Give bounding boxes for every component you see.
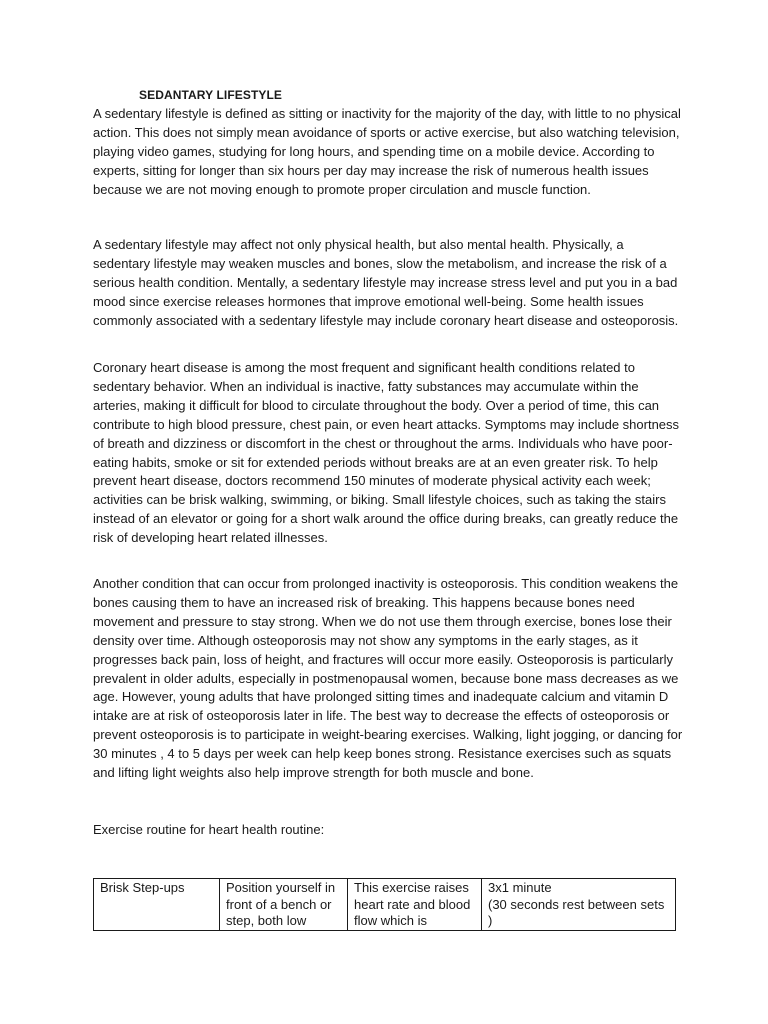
document-title: SEDANTARY LIFESTYLE <box>139 88 283 102</box>
paragraph-heart-disease: Coronary heart disease is among the most frequent and significant health conditions related to sedentary behavior. When an individual is inactive, fatty substances may accumulate within the arteries, making it difficult for blood to circulate throughout the body. Over a period of time, this can contribute to high blood pressure, chest pain, or even heart attacks. Symptoms may include shortness of breath and dizziness or discomfort in the chest or throughout the arms. Individuals who have poor-eating habits, smoke or sit for extended periods without breaks are at an even greater risk. To help prevent heart disease, doctors recommend 150 minutes of moderate physical activity each week; activities can be brisk walking, swimming, or biking. Small lifestyle choices, such as taking the stairs instead of an elevator or going for a short walk around the office during breaks, can greatly reduce the risk of developing heart related illnesses. <box>93 360 680 546</box>
exercise-instructions-cell: Position yourself in front of a bench or step, both low <box>220 879 348 931</box>
paragraph-intro: A sedentary lifestyle is defined as sitting or inactivity for the majority of the day, with little to no physical action. This does not simply mean avoidance of sports or active exercise, but also watching television, playing video games, studying for long hours, and spending time on a mobile device. According to experts, sitting for longer than six hours per day may increase the risk of numerous health issues because we are not moving enough to promote proper circulation and muscle function. <box>93 106 681 197</box>
paragraph-health-effects: A sedentary lifestyle may affect not only physical health, but also mental health. Physically, a sedentary lifestyle may weaken muscles and bones, slow the metabolism, and increase the risk of a serious health condition. Mentally, a sedentary lifestyle may increase stress level and put you in a bad mood since exercise releases hormones that improve emotional well-being. Some health issues commonly associated with a sedentary lifestyle may include coronary heart disease and osteoporosis. <box>93 237 679 328</box>
routine-heading: Exercise routine for heart health routine: <box>93 822 325 837</box>
exercise-name-cell: Brisk Step-ups <box>94 879 220 931</box>
paragraph-osteoporosis: Another condition that can occur from prolonged inactivity is osteoporosis. This condition weakens the bones causing them to have an increased risk of breaking. This happens because bones need movement and pressure to stay strong. When we do not use them through exercise, bones lose their density over time. Although osteoporosis may not show any symptoms in the early stages, as it progresses back pain, loss of height, and fractures will occur more easily. Osteoporosis is particularly prevalent in older adults, especially in postmenopausal women, because bone mass decreases as we age. However, young adults that have prolonged sitting times and inadequate calcium and vitamin D intake are at risk of osteoporosis later in life. The best way to decrease the effects of osteoporosis or prevent osteoporosis is to participate in weight-bearing exercises. Walking, light jogging, or dancing for 30 minutes , 4 to 5 days per week can help keep bones strong. Resistance exercises such as squats and lifting light weights also help improve strength for both muscle and bone. <box>93 576 683 781</box>
exercise-sets-cell: 3x1 minute (30 seconds rest between sets ) <box>482 879 676 931</box>
exercise-routine-table <box>93 878 676 931</box>
table-row <box>94 879 676 931</box>
exercise-benefit-cell: This exercise raises heart rate and blood flow which is <box>348 879 482 931</box>
